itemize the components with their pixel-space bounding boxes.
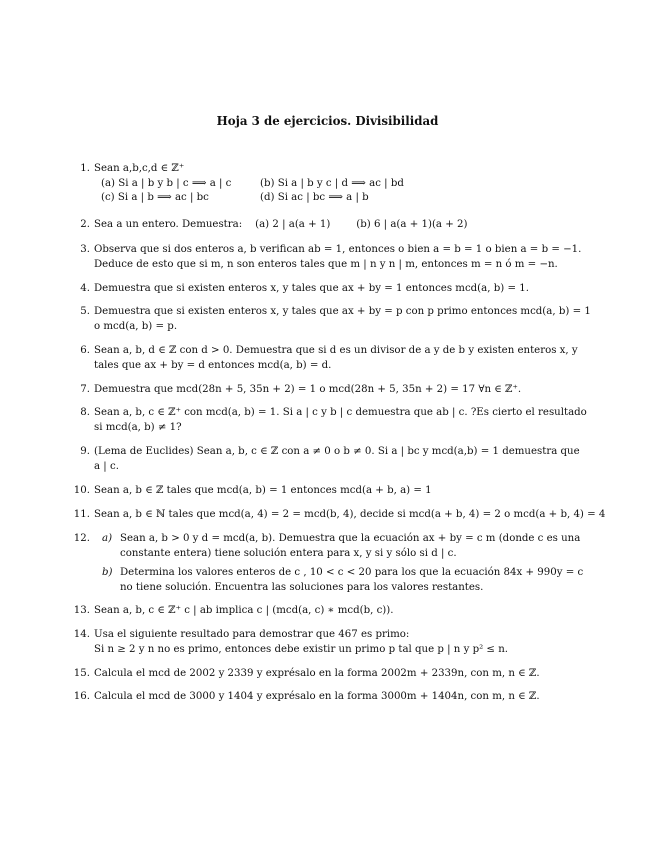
subitem-d: (d) Si ac | bc ⟹ a | b xyxy=(260,192,369,203)
exercise-text: Deduce de esto que si m, n son enteros tales que m | n y n | m, entonces m = n ó m = −n. xyxy=(94,258,558,270)
exercise-text: Usa el siguiente resultado para demostrar que 467 es primo: xyxy=(94,629,410,640)
exercise-text: Calcula el mcd de 3000 y 1404 y exprésalo en la forma 3000m + 1404n, con m, n ∈ ℤ. xyxy=(94,691,540,702)
exercise-text: Sean a, b, c ∈ ℤ⁺ con mcd(a, b) = 1. Si a | c y b | c demuestra que ab | c. ?Es cierto el resultado xyxy=(94,407,587,418)
subitem-row xyxy=(94,177,594,192)
subitem-row xyxy=(94,191,594,206)
exercise-number: 11. xyxy=(73,509,90,520)
exercise-text: Sean a, b > 0 y d = mcd(a, b). Demuestra que la ecuación ax + by = c m (donde c es una xyxy=(120,533,581,544)
exercise-number: 2. xyxy=(80,219,90,230)
subitem-b: (b) Si a | b y c | d ⟹ ac | bd xyxy=(260,177,404,189)
exercise-text: Sean a, b ∈ ℤ tales que mcd(a, b) = 1 entonces mcd(a + b, a) = 1 xyxy=(94,485,432,496)
exercise-text: constante entera) tiene solución entera para x, y si y sólo si d | c. xyxy=(120,547,457,559)
exercise-number: 9. xyxy=(80,446,90,457)
exercise-text: Determina los valores enteros de c , 10 < c < 20 para los que la ecuación 84x + 990y = c xyxy=(120,567,584,578)
exercise-number: 12. xyxy=(73,533,90,544)
subitem-a xyxy=(94,532,594,561)
exercise-text: tales que ax + by = d entonces mcd(a, b) = d. xyxy=(94,359,332,371)
exercise-text: (Lema de Euclides) Sean a, b, c ∈ ℤ con a ≠ 0 o b ≠ 0. Si a | bc y mcd(a,b) = 1 demuestra que xyxy=(94,446,580,457)
exercise-number: 6. xyxy=(80,345,90,356)
exercise-number: 8. xyxy=(80,407,90,418)
exercise-text: Demuestra que si existen enteros x, y tales que ax + by = 1 entonces mcd(a, b) = 1. xyxy=(94,283,529,294)
exercise-text: Demuestra que mcd(28n + 5, 35n + 2) = 1 o mcd(28n + 5, 35n + 2) = 17 ∀n ∈ ℤ⁺. xyxy=(94,384,522,395)
exercise-text: Sean a, b, d ∈ ℤ con d > 0. Demuestra que si d es un divisor de a y de b y existen enteros x, y xyxy=(94,345,578,356)
exercise-number: 15. xyxy=(73,668,90,679)
exercise-text: Sea a un entero. Demuestra: (a) 2 | a(a + 1) (b) 6 | a(a + 1)(a + 2) xyxy=(94,219,468,230)
subitem-text-block xyxy=(120,532,580,561)
exercise-number: 3. xyxy=(80,244,90,255)
exercise-number: 14. xyxy=(73,629,90,640)
exercise-text: si mcd(a, b) ≠ 1? xyxy=(94,421,182,433)
exercise-text: Demuestra que si existen enteros x, y tales que ax + by = p con p primo entonces mcd(a, b) = 1 xyxy=(94,306,591,317)
subitem-label: b) xyxy=(102,567,113,578)
exercise-text: Si n ≥ 2 y n no es primo, entonces debe existir un primo p tal que p | n y p² ≤ n. xyxy=(94,643,509,655)
exercise-number: 7. xyxy=(80,384,90,395)
page-title: Hoja 3 de ejercicios. Divisibilidad xyxy=(216,114,439,128)
exercise-text: no tiene solución. Encuentra las soluciones para los valores restantes. xyxy=(120,581,484,593)
exercise-number: 4. xyxy=(80,283,90,294)
exercise-number: 13. xyxy=(73,605,90,616)
exercise-number: 5. xyxy=(80,306,90,317)
exercise-number: 16. xyxy=(73,691,90,702)
exercise-text: Observa que si dos enteros a, b verifican ab = 1, entonces o bien a = b = 1 o bien a = b = −1. xyxy=(94,244,582,255)
subitem-c: (c) Si a | b ⟹ ac | bc xyxy=(101,192,209,203)
exercise-text: Sean a,b,c,d ∈ ℤ⁺ xyxy=(94,163,185,174)
subitem-label: a) xyxy=(102,533,113,544)
subitem-b xyxy=(94,566,594,595)
exercise-text: a | c. xyxy=(94,460,119,472)
exercise-number: 10. xyxy=(73,485,90,496)
exercise-number: 1. xyxy=(80,163,90,174)
exercise-text: Sean a, b ∈ ℕ tales que mcd(a, 4) = 2 = mcd(b, 4), decide si mcd(a + b, 4) = 2 o mcd(a + b, 4) = 4 xyxy=(94,509,606,520)
subitem-text-block xyxy=(120,566,583,595)
subitem-a: (a) Si a | b y b | c ⟹ a | c xyxy=(101,177,232,189)
exercise-text: o mcd(a, b) = p. xyxy=(94,320,178,332)
exercise-text: Sean a, b, c ∈ ℤ⁺ c | ab implica c | (mcd(a, c) ∗ mcd(b, c)). xyxy=(94,605,394,616)
exercise-text: Calcula el mcd de 2002 y 2339 y exprésalo en la forma 2002m + 2339n, con m, n ∈ ℤ. xyxy=(94,668,540,679)
